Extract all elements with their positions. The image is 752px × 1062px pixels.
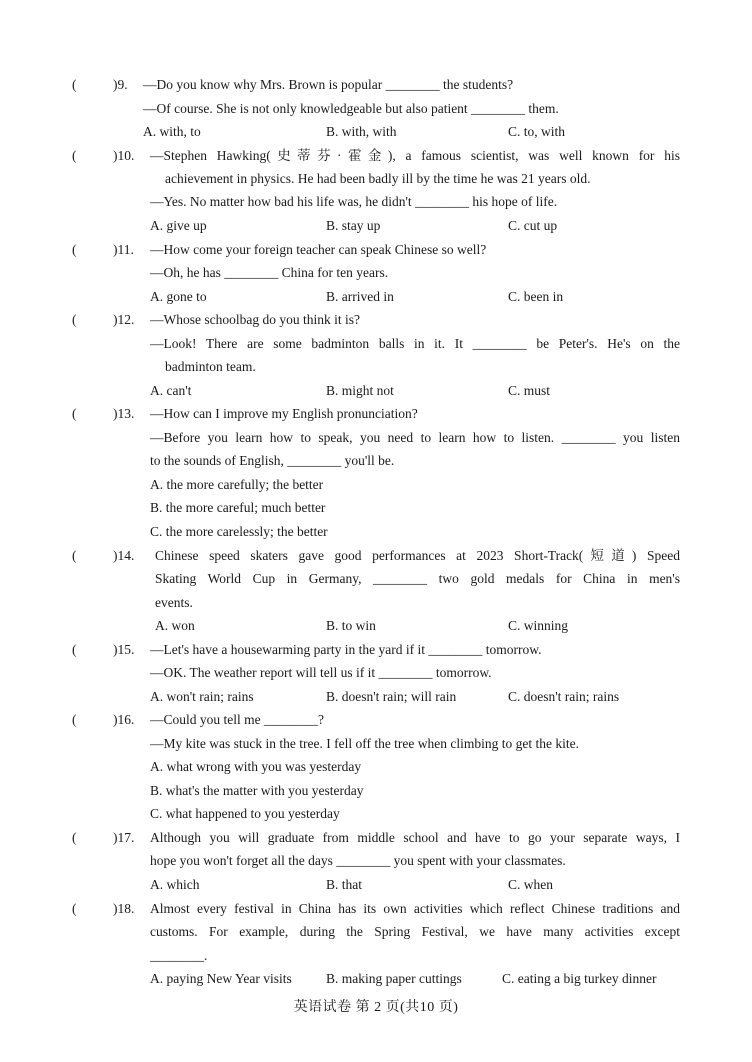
answer-paren[interactable]: ( [72, 712, 77, 727]
option-c[interactable]: C. eating a big turkey dinner [502, 971, 657, 986]
option-b[interactable]: B. that [326, 877, 362, 892]
answer-paren[interactable]: ( [72, 406, 77, 421]
option-c[interactable]: C. doesn't rain; rains [508, 689, 620, 704]
question-number: )11. [113, 242, 134, 257]
option-c[interactable]: C. cut up [508, 218, 558, 233]
question-line: events. [155, 595, 193, 610]
option-a[interactable]: A. which [150, 877, 200, 892]
question-number: )10. [113, 148, 135, 163]
question-line: —How come your foreign teacher can speak Chinese so well? [150, 242, 487, 257]
question-number: )16. [113, 712, 135, 727]
question-line: achievement in physics. He had been badly ill by the time he was 21 years old. [165, 171, 591, 186]
question-number: )15. [113, 642, 135, 657]
option-c[interactable]: C. to, with [508, 124, 566, 139]
question-line: ________. [150, 948, 208, 963]
answer-paren[interactable]: ( [72, 148, 77, 163]
question-line: —Before you learn how to speak, you need to learn how to listen. ________ you listen [150, 430, 680, 445]
option-b[interactable]: B. might not [326, 383, 394, 398]
option-b[interactable]: B. doesn't rain; will rain [326, 689, 457, 704]
question-line: to the sounds of English, ________ you'll be. [150, 453, 395, 468]
option-b[interactable]: B. with, with [326, 124, 397, 139]
question-number: )12. [113, 312, 135, 327]
option-b[interactable]: B. the more careful; much better [150, 500, 326, 515]
page-footer: 英语试卷 第 2 页(共10 页) [293, 1000, 459, 1015]
answer-paren[interactable]: ( [72, 312, 77, 327]
question-line: customs. For example, during the Spring Festival, we have many activities except [150, 924, 680, 939]
question-line: —Whose schoolbag do you think it is? [150, 312, 360, 327]
question-line: Although you will graduate from middle school and have to go your separate ways, I [150, 830, 680, 845]
question-line: —Yes. No matter how bad his life was, he didn't ________ his hope of life. [150, 194, 558, 209]
question-line: —Do you know why Mrs. Brown is popular ________ the students? [143, 77, 514, 92]
option-a[interactable]: A. what wrong with you was yesterday [150, 759, 362, 774]
option-b[interactable]: B. stay up [326, 218, 381, 233]
option-a[interactable]: A. give up [150, 218, 207, 233]
question-line: hope you won't forget all the days ________ you spent with your classmates. [150, 853, 566, 868]
question-line: Chinese speed skaters gave good performances at 2023 Short-Track(短道) Speed [155, 548, 680, 563]
answer-paren[interactable]: ( [72, 642, 77, 657]
option-c[interactable]: C. the more carelessly; the better [150, 524, 328, 539]
question-line: —Oh, he has ________ China for ten years. [150, 265, 389, 280]
question-number: )18. [113, 901, 135, 916]
question-line: Almost every festival in China has its own activities which reflect Chinese traditions and [150, 901, 680, 916]
option-a[interactable]: A. can't [150, 383, 192, 398]
question-line: —My kite was stuck in the tree. I fell off the tree when climbing to get the kite. [150, 736, 580, 751]
option-c[interactable]: C. must [508, 383, 551, 398]
option-c[interactable]: C. winning [508, 618, 569, 633]
question-line: badminton team. [165, 359, 256, 374]
question-line: Skating World Cup in Germany, ________ two gold medals for China in men's [155, 571, 680, 586]
question-number: )14. [113, 548, 135, 563]
question-line: —Could you tell me ________? [150, 712, 324, 727]
question-number: )13. [113, 406, 135, 421]
option-c[interactable]: C. been in [508, 289, 564, 304]
option-c[interactable]: C. when [508, 877, 553, 892]
option-c[interactable]: C. what happened to you yesterday [150, 806, 340, 821]
answer-paren[interactable]: ( [72, 548, 77, 563]
question-number: )9. [113, 77, 128, 92]
option-b[interactable]: B. what's the matter with you yesterday [150, 783, 364, 798]
question-line: —OK. The weather report will tell us if it ________ tomorrow. [150, 665, 492, 680]
option-a[interactable]: A. paying New Year visits [150, 971, 292, 986]
question-line: —How can I improve my English pronunciation? [150, 406, 418, 421]
question-number: )17. [113, 830, 135, 845]
option-a[interactable]: A. gone to [150, 289, 207, 304]
question-line: —Let's have a housewarming party in the yard if it ________ tomorrow. [150, 642, 542, 657]
option-a[interactable]: A. the more carefully; the better [150, 477, 324, 492]
option-a[interactable]: A. with, to [143, 124, 201, 139]
option-a[interactable]: A. won [155, 618, 195, 633]
option-b[interactable]: B. making paper cuttings [326, 971, 462, 986]
question-line: —Stephen Hawking(史蒂芬·霍金), a famous scientist, was well known for his [150, 148, 680, 163]
option-b[interactable]: B. to win [326, 618, 376, 633]
answer-paren[interactable]: ( [72, 242, 77, 257]
question-line: —Look! There are some badminton balls in it. It ________ be Peter's. He's on the [150, 336, 680, 351]
answer-paren[interactable]: ( [72, 901, 77, 916]
answer-paren[interactable]: ( [72, 77, 77, 92]
answer-paren[interactable]: ( [72, 830, 77, 845]
question-line: —Of course. She is not only knowledgeable but also patient ________ them. [143, 101, 559, 116]
option-a[interactable]: A. won't rain; rains [150, 689, 254, 704]
option-b[interactable]: B. arrived in [326, 289, 394, 304]
